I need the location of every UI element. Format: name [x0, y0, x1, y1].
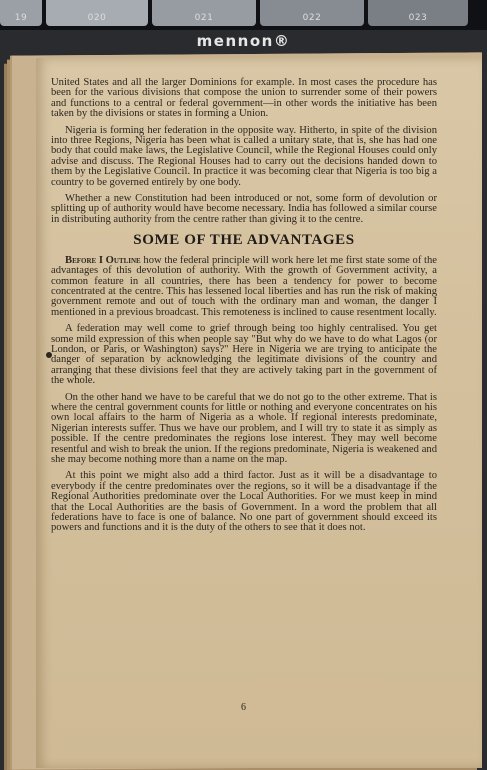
color-calibration-strip — [0, 0, 487, 30]
color-swatch — [0, 0, 42, 26]
swatch-number: 19 — [14, 13, 28, 23]
swatch-number: 020 — [87, 13, 107, 23]
paragraph: A federation may well come to grief through being too highly centralised. You get some mild expression of this when people say "But why do we have to do what Lagos (or London, or Paris, or Washington) says?" Here in Nigeria we are trying to anticipate the danger of separation by acknowledging the legitimate divisions of the country and arranging that these divisions feel that they are actively taking part in the government of the whole. — [51, 323, 437, 387]
swatch-number: 021 — [194, 13, 214, 23]
paragraph: Nigeria is forming her federation in the opposite way. Hitherto, in spite of the division into three Regions, Nigeria has been what is called a unitary state, that is, she has had one body that could make laws, the Legislative Council, while the Regional Houses could only advise and discuss. The Regional Houses had to carry out the decisions handed down to them by the Legislative Council. In practice it was becoming clear that Nigeria is too big a country to be governed entirely by one body. — [51, 124, 437, 188]
section-heading: SOME OF THE ADVANTAGES — [133, 232, 355, 249]
color-swatch — [46, 0, 148, 26]
color-swatch — [368, 0, 468, 26]
paragraph: At this point we might also add a third factor. Just as it will be a disadvantage to everybody if the centre predominates over the regions, so it will be a disadvantage if the Regional Authorities predominate over the Local Authorities. For we must keep in mind that the Local Authorities are the basis of Government. In a word the problem that all federations have to face is one of balance. No one part of government should exceed its powers and functions and it is the duty of the others to see that it does not. — [51, 470, 437, 534]
paragraph: United States and all the larger Dominions for example. In most cases the procedure has been for the various divisions that compose the union to surrender some of their powers and functions to a central or federal government—in other words the initiative has been taken by the divisions or states in forming a Union. — [51, 77, 437, 120]
page-number: 6 — [241, 702, 246, 713]
brand-name: mennon — [196, 32, 274, 50]
paragraph-continuation: how the federal principle will work here let me first state some of the advantages of this devolution of authority. With the growth of Government activity, a common feature in all countries, there has been a tendency for power to become concentrated at the centre. This has lessened local liberties and has run the risk of making government remote and out of touch with the ordinary man and woman, the danger I mentioned in a previous broadcast. This remoteness is inclined to cause resentment locally. — [51, 254, 437, 318]
paragraph-lead — [51, 256, 437, 318]
brand-logo: mennon® — [196, 32, 291, 50]
lead-in: Before I Outline — [65, 254, 141, 266]
document-body — [51, 78, 437, 540]
paragraph: On the other hand we have to be careful that we do not go to the other extreme. That is where the central government counts for little or nothing and everyone concentrates on his own local affairs to the harm of Nigeria as a whole. If regional interests predominate, Nigerian interests suffer. Thus we have our problem, and I will try to state it as simply as possible. If the centre predominates the regions lose interest. They may well become resentful and wish to break the union. If the regions predominate, Nigeria is weakened and she may become nothing more than a name on the map. — [51, 391, 437, 465]
swatch-number: 022 — [302, 13, 322, 23]
swatch-number: 023 — [408, 13, 428, 23]
paragraph: Whether a new Constitution had been introduced or not, some form of devolution or splitting up of authority would have become necessary. India has followed a similar course in distributing authority from the centre rather than giving it to the centre. — [51, 193, 437, 225]
color-swatch — [152, 0, 256, 26]
color-swatch — [260, 0, 364, 26]
